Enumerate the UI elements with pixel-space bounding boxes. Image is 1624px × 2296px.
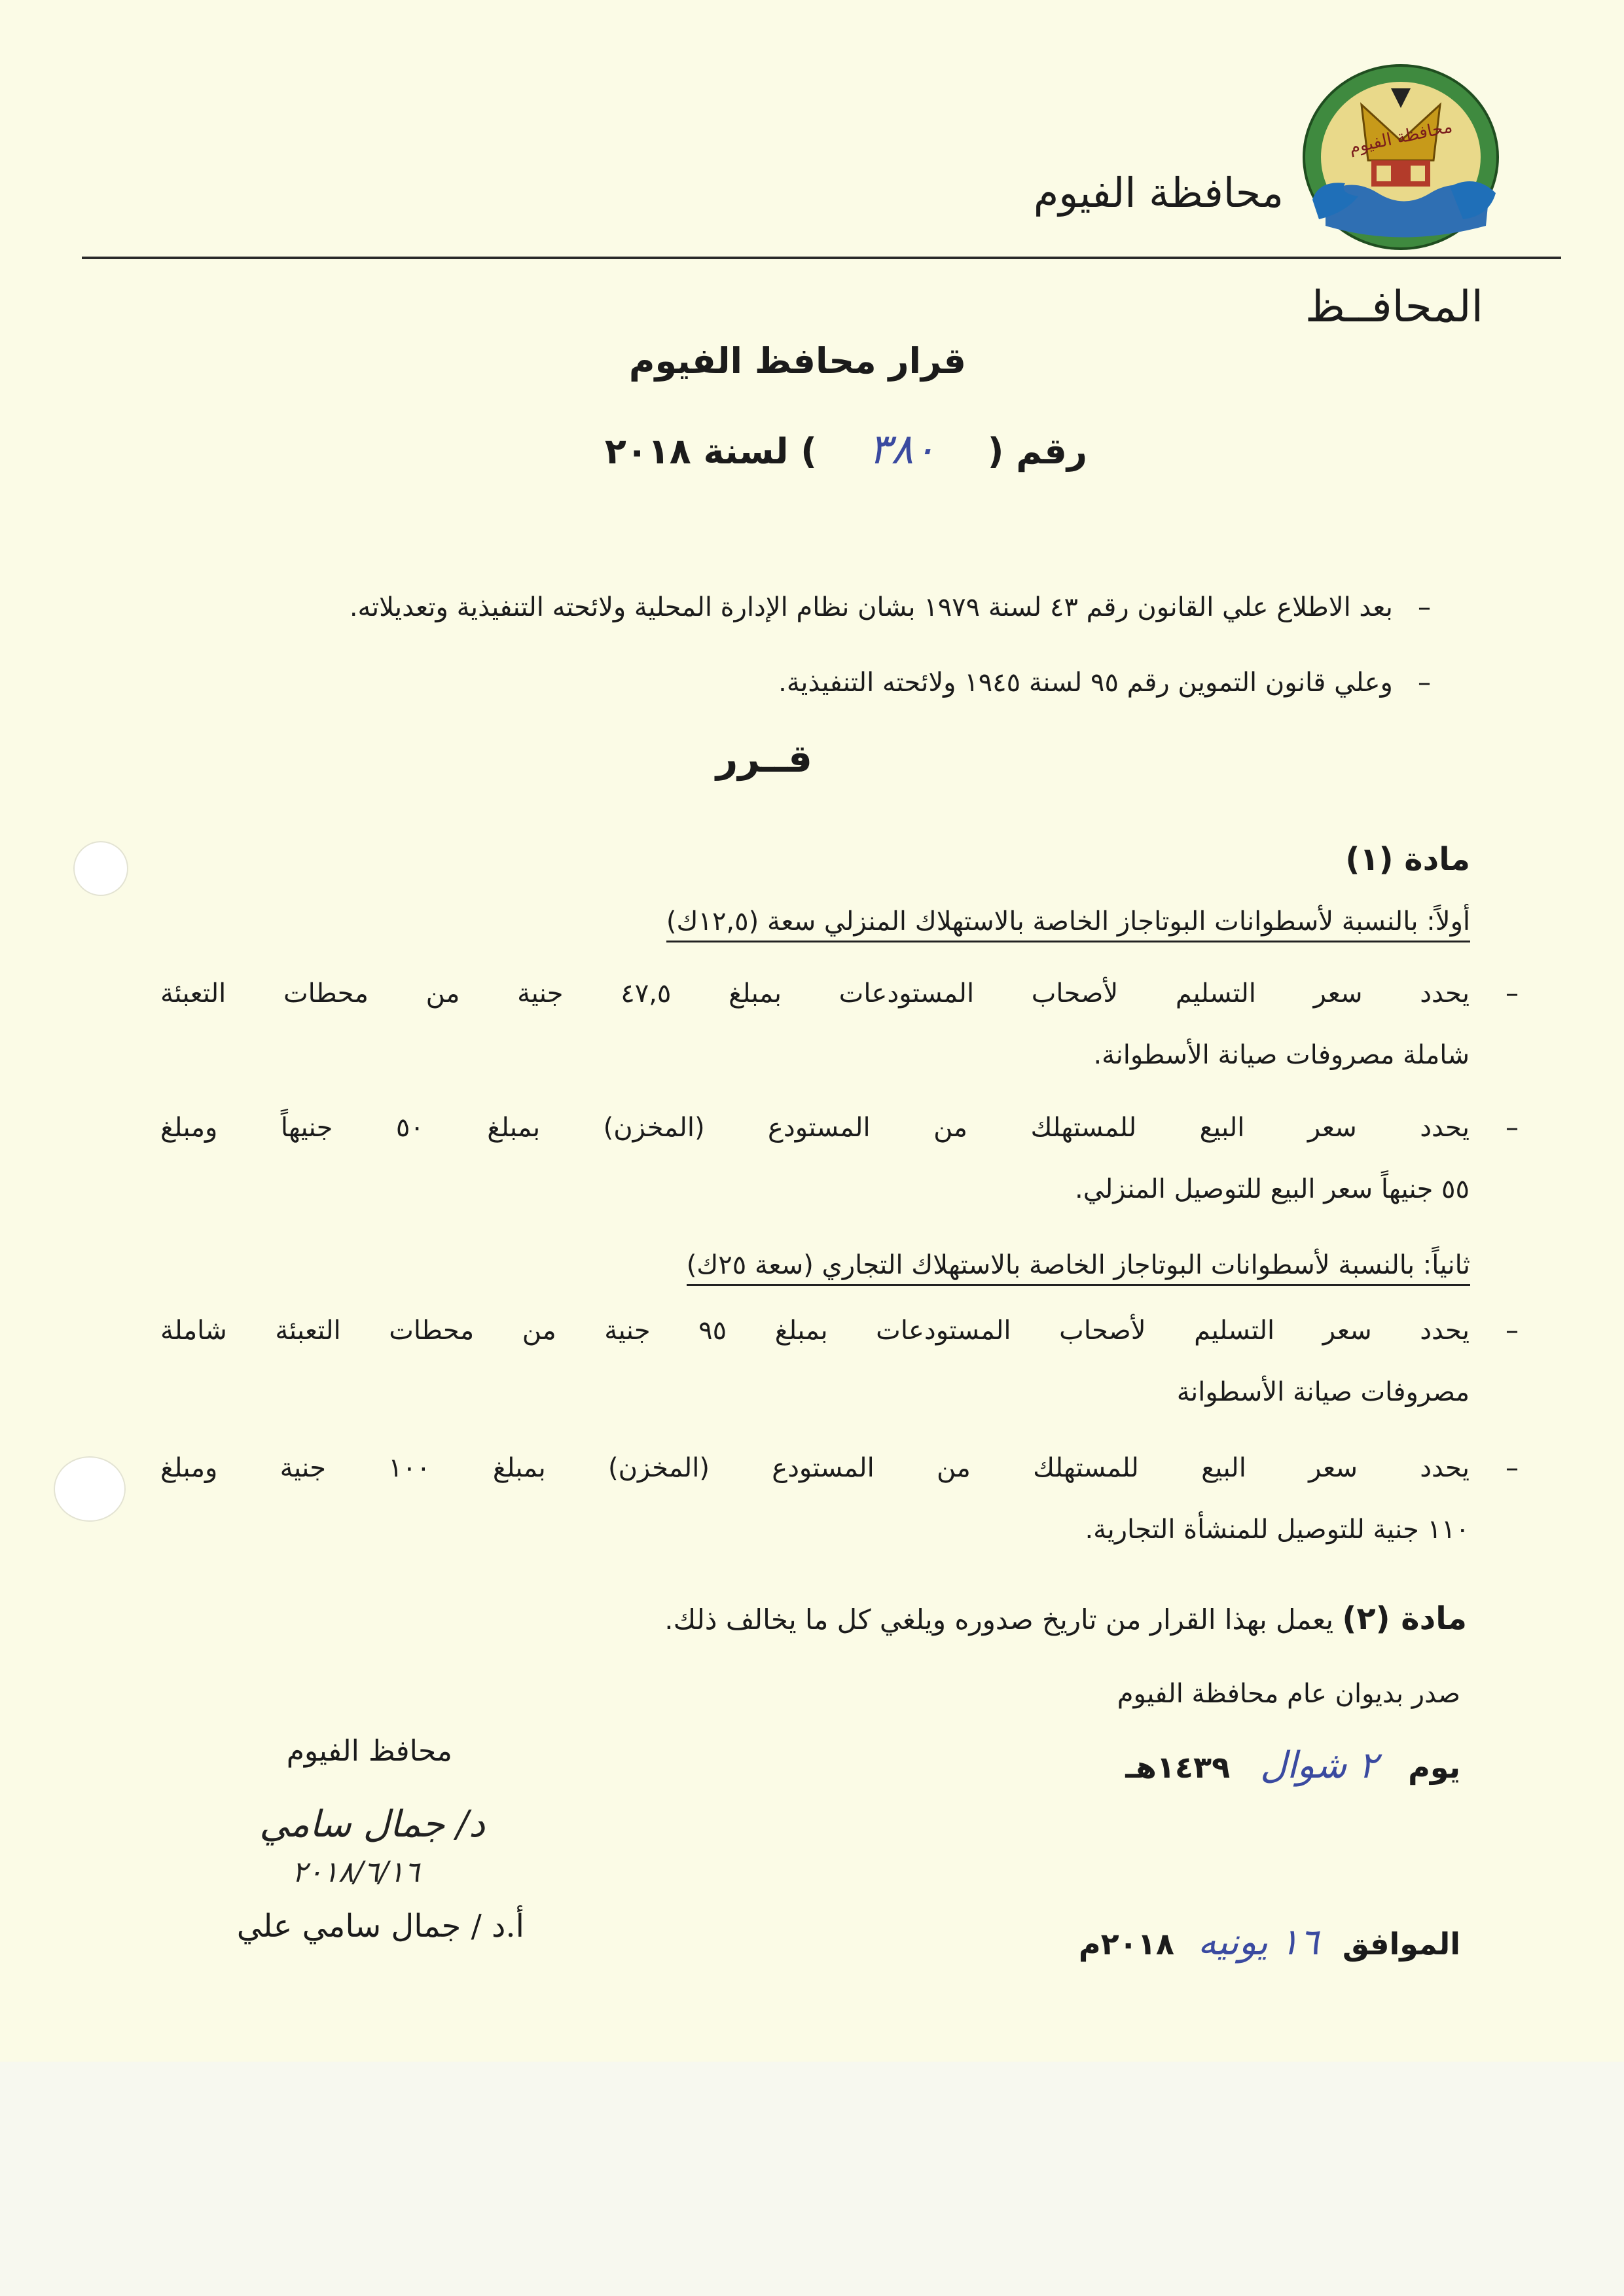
signature-date-handwritten: ٢٠١٨/٦/١٦	[291, 1856, 420, 1889]
dash-bullet: –	[1392, 592, 1431, 622]
article-1-heading: مادة (١)	[1345, 841, 1470, 878]
preamble-text-2: وعلي قانون التموين رقم ٩٥ لسنة ١٩٤٥ ولائحته التنفيذية.	[778, 668, 1393, 698]
decree-number-handwritten: ٣٨٠	[868, 425, 936, 474]
first-item-1-line-1: يحدد سعر التسليم لأصحاب المستودعات بمبلغ ٤٧,٥ جنية من محطات التعبئة	[160, 978, 1470, 1009]
preamble-text-1: بعد الاطلاع علي القانون رقم ٤٣ لسنة ١٩٧٩ بشان نظام الإدارة المحلية ولائحته التنفيذية وتعديلاته.	[349, 592, 1393, 622]
dash-bullet: –	[1506, 1113, 1519, 1143]
decree-title: قرار محافظ الفيوم	[628, 340, 966, 382]
signature-handwritten: د/ جمال سامي	[259, 1803, 485, 1846]
article-2-heading: مادة (٢)	[1342, 1600, 1467, 1637]
greg-year: ٢٠١٨م	[1078, 1926, 1174, 1962]
first-item-2-line-2: ٥٥ جنيهاً سعر البيع للتوصيل المنزلي.	[1075, 1174, 1470, 1204]
signatory-name: أ.د / جمال سامي علي	[236, 1908, 524, 1945]
office-title: المحافــظ	[1305, 281, 1483, 332]
first-section-text: : بالنسبة لأسطوانات البوتاجاز الخاصة بالاستهلاك المنزلي سعة (١٢,٥ك)	[666, 906, 1435, 942]
second-section-text: : بالنسبة لأسطوانات البوتاجاز الخاصة بالاستهلاك التجاري (سعة ٢٥ك)	[687, 1250, 1432, 1286]
second-item-2-line-1: يحدد سعر البيع للمستهلك من المستودع (المخزن) بمبلغ ١٠٠ جنية ومبلغ	[160, 1453, 1470, 1483]
second-item-1	[160, 1316, 1519, 1407]
dash-bullet: –	[1506, 978, 1519, 1009]
article-2-text: يعمل بهذا القرار من تاريخ صدوره ويلغي كل ما يخالف ذلك.	[664, 1604, 1334, 1636]
first-section-label: أولاً	[1435, 906, 1470, 942]
hijri-date	[1125, 1744, 1460, 1787]
punch-hole-top	[73, 841, 128, 896]
decided-heading: قــرر	[715, 736, 812, 781]
decree-number	[605, 425, 1087, 474]
greg-handwritten: ١٦ يونيه	[1197, 1921, 1319, 1964]
paper-bottom-band	[0, 2062, 1624, 2296]
issued-place: صدر بديوان عام محافظة الفيوم	[1117, 1679, 1460, 1709]
dash-bullet: –	[1506, 1316, 1519, 1346]
first-item-1	[160, 978, 1519, 1070]
first-item-2	[160, 1113, 1519, 1204]
header-divider	[82, 257, 1561, 259]
first-item-2-line-1: يحدد سعر البيع للمستهلك من المستودع (المخزن) بمبلغ ٥٠ جنيهاً ومبلغ	[160, 1113, 1470, 1143]
second-section-label: ثانياً	[1432, 1250, 1470, 1286]
second-section-heading	[687, 1250, 1470, 1280]
logo-text: محافظة الفيوم	[1347, 117, 1454, 158]
decree-number-suffix: ) لسنة ٢٠١٨	[604, 431, 817, 472]
hijri-handwritten: ٢ شوال	[1260, 1744, 1379, 1787]
signature-title: محافظ الفيوم	[286, 1734, 452, 1768]
first-section-heading	[666, 906, 1470, 937]
preamble-line-1	[350, 592, 1431, 622]
second-item-1-line-2: مصروفات صيانة الأسطوانة	[1176, 1377, 1470, 1407]
greg-prefix: الموافق	[1342, 1926, 1460, 1962]
hijri-year: ١٤٣٩هـ	[1125, 1749, 1231, 1785]
dash-bullet: –	[1506, 1453, 1519, 1483]
dash-bullet: –	[1392, 668, 1431, 698]
article-2	[664, 1600, 1467, 1637]
second-item-1-line-1: يحدد سعر التسليم لأصحاب المستودعات بمبلغ ٩٥ جنية من محطات التعبئة شاملة	[160, 1316, 1470, 1346]
governorate-logo	[1299, 62, 1502, 252]
decree-number-prefix: رقم (	[987, 431, 1087, 472]
second-item-2-line-2: ١١٠ جنية للتوصيل للمنشأة التجارية.	[1085, 1515, 1470, 1545]
preamble-line-2	[778, 668, 1431, 698]
first-item-1-line-2: شاملة مصروفات صيانة الأسطوانة.	[1093, 1040, 1470, 1070]
hijri-prefix: يوم	[1408, 1749, 1460, 1785]
second-item-2	[160, 1453, 1519, 1545]
punch-hole-bottom	[54, 1456, 126, 1522]
gregorian-date	[1079, 1921, 1460, 1964]
authority-name: محافظة الفيوم	[1033, 169, 1284, 217]
